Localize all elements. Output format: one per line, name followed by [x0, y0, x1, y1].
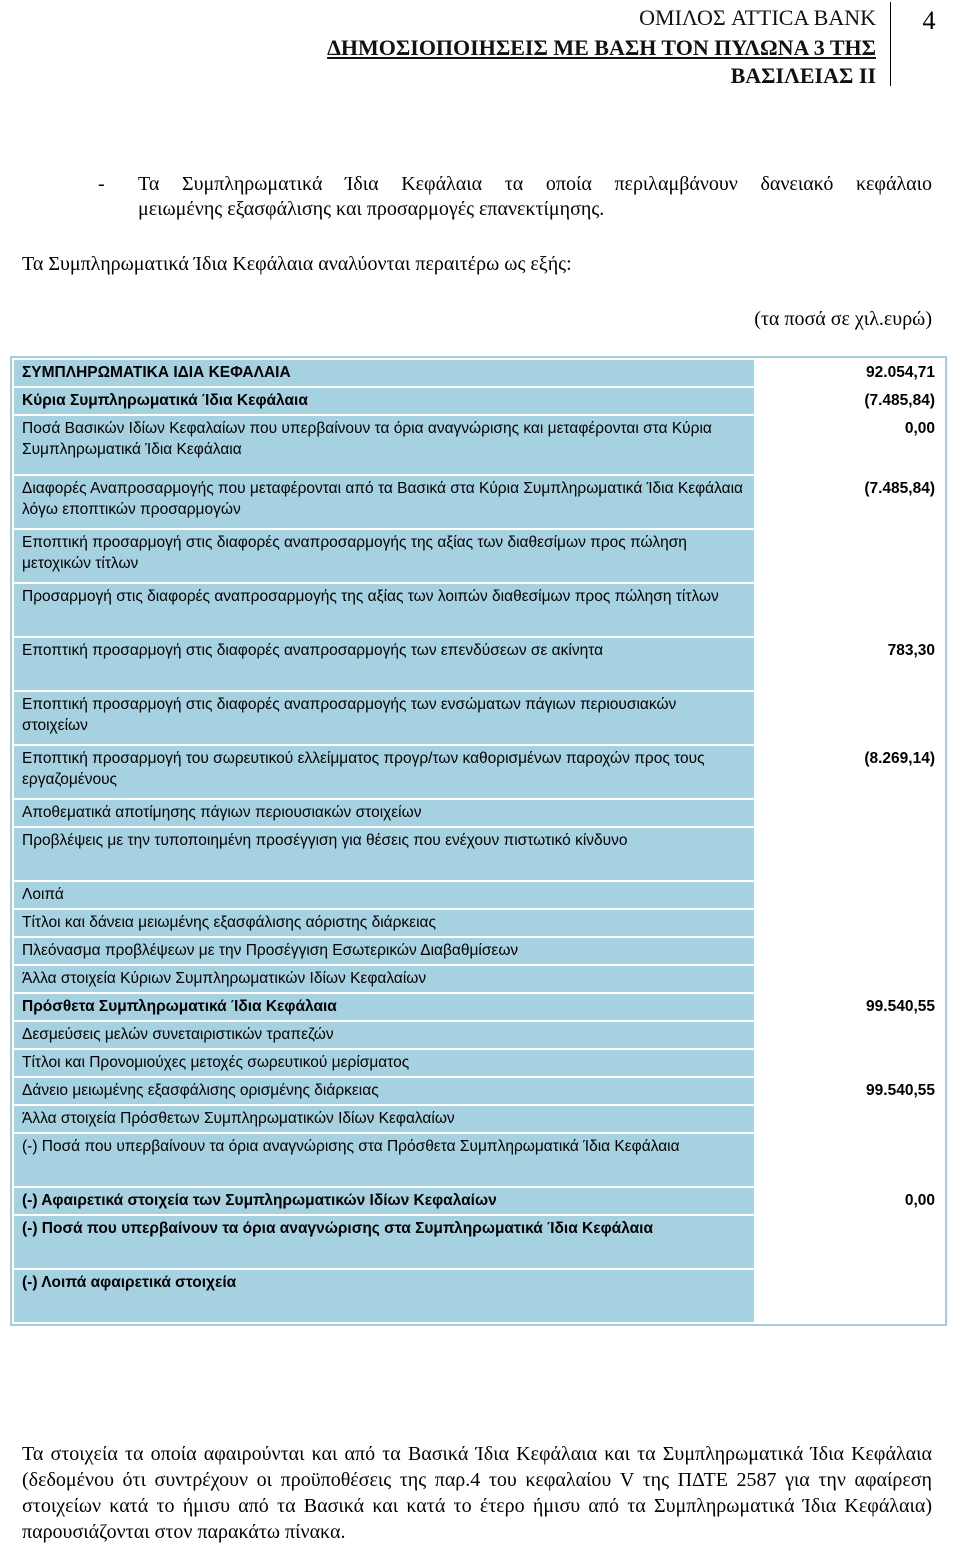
row-label: Εποπτική προσαρμογή του σωρευτικού ελλείμματος προγρ/των καθορισμένων παροχών προς τους εργαζομένους: [14, 746, 754, 798]
row-label: Λοιπά: [14, 882, 754, 908]
row-label: ΣΥΜΠΛΗΡΩΜΑΤΙΚΑ ΙΔΙΑ ΚΕΦΑΛΑΙΑ: [14, 360, 754, 386]
row-value: 0,00: [756, 1188, 943, 1214]
footer-paragraph: Τα στοιχεία τα οποία αφαιρούνται και από τα Βασικά Ίδια Κεφάλαια και τα Συμπληρωματικά Ίδια Κεφάλαια (δεδομένου ότι συντρέχουν οι προϋποθέσεις της παρ.4 του κεφαλαίου V της ΠΔΤΕ 2587 για την αφαίρεση στοιχείων κατά το ήμισυ από τα Βασικά και κατά το έτερο ήμισυ από τα Συμπληρωματικά Ίδια Κεφάλαια) παρουσιάζονται στον παρακάτω πίνακα.: [22, 1443, 932, 1543]
bullet-paragraph: [22, 172, 932, 222]
row-value: 92.054,71: [756, 360, 943, 386]
table-row: [14, 1134, 943, 1186]
row-label: Προβλέψεις με την τυποποιημένη προσέγγιση για θέσεις που ενέχουν πιστωτικό κίνδυνο: [14, 828, 754, 880]
row-label: Πλεόνασμα προβλέψεων με την Προσέγγιση Εσωτερικών Διαβαθμίσεων: [14, 938, 754, 964]
table-row: [14, 692, 943, 744]
row-value: [756, 584, 943, 636]
document-title-line1: ΔΗΜΟΣΙΟΠΟΙΗΣΕΙΣ ΜΕ ΒΑΣΗ ΤΟΝ ΠΥΛΩΝΑ 3 ΤΗΣ: [327, 35, 876, 60]
row-label: (-) Λοιπά αφαιρετικά στοιχεία: [14, 1270, 754, 1322]
table-row: [14, 746, 943, 798]
row-value: [756, 800, 943, 826]
page-header: [327, 2, 891, 88]
table-row: [14, 994, 943, 1020]
table-row: [14, 1022, 943, 1048]
row-label: Κύρια Συμπληρωματικά Ίδια Κεφάλαια: [14, 388, 754, 414]
row-value: (7.485,84): [756, 388, 943, 414]
row-label: Εποπτική προσαρμογή στις διαφορές αναπροσαρμογής των επενδύσεων σε ακίνητα: [14, 638, 754, 690]
company-name: ΟΜΙΛΟΣ ATTICA BANK: [639, 5, 876, 30]
supplementary-capital-table: [10, 356, 947, 1326]
row-value: [756, 1216, 943, 1268]
table-row: [14, 1078, 943, 1104]
row-value: [756, 1134, 943, 1186]
table-row: [14, 966, 943, 992]
row-value: (8.269,14): [756, 746, 943, 798]
table-row: [14, 530, 943, 582]
table-row: [14, 938, 943, 964]
table-row: [14, 360, 943, 386]
row-value: 99.540,55: [756, 994, 943, 1020]
row-label: Εποπτική προσαρμογή στις διαφορές αναπροσαρμογής των ενσώματων πάγιων περιουσιακών στοιχείων: [14, 692, 754, 744]
row-label: Δεσμεύσεις μελών συνεταιριστικών τραπεζών: [14, 1022, 754, 1048]
row-value: 0,00: [756, 416, 943, 474]
table-row: [14, 388, 943, 414]
row-value: 99.540,55: [756, 1078, 943, 1104]
row-value: [756, 910, 943, 936]
table-row: [14, 476, 943, 528]
table-row: [14, 828, 943, 880]
table-row: [14, 638, 943, 690]
row-value: 783,30: [756, 638, 943, 690]
bullet-text-line1: Τα Συμπληρωματικά Ίδια Κεφάλαια τα οποία περιλαμβάνουν δανειακό κεφάλαιο: [138, 173, 932, 195]
bullet-dash: -: [98, 173, 105, 195]
row-label: Αποθεματικά αποτίμησης πάγιων περιουσιακών στοιχείων: [14, 800, 754, 826]
row-value: [756, 966, 943, 992]
row-value: [756, 1050, 943, 1076]
table-row: [14, 1050, 943, 1076]
units-note: (τα ποσά σε χιλ.ευρώ): [754, 308, 932, 330]
row-value: [756, 1106, 943, 1132]
table-row: [14, 584, 943, 636]
row-label: (-) Αφαιρετικά στοιχεία των Συμπληρωματικών Ιδίων Κεφαλαίων: [14, 1188, 754, 1214]
table-row: [14, 1216, 943, 1268]
row-value: (7.485,84): [756, 476, 943, 528]
row-value: [756, 1022, 943, 1048]
row-value: [756, 828, 943, 880]
bullet-text-line2: μειωμένης εξασφάλισης και προσαρμογές επανεκτίμησης.: [138, 198, 605, 220]
row-label: Ποσά Βασικών Ιδίων Κεφαλαίων που υπερβαίνουν τα όρια αναγνώρισης και μεταφέρονται στα Κύρια Συμπληρωματικά Ίδια Κεφάλαια: [14, 416, 754, 474]
row-label: Πρόσθετα Συμπληρωματικά Ίδια Κεφάλαια: [14, 994, 754, 1020]
page-number: 4: [922, 6, 936, 35]
row-value: [756, 530, 943, 582]
row-label: Δάνειο μειωμένης εξασφάλισης ορισμένης διάρκειας: [14, 1078, 754, 1104]
table-body: [14, 360, 943, 1322]
table-row: [14, 416, 943, 474]
row-label: (-) Ποσά που υπερβαίνουν τα όρια αναγνώρισης στα Συμπληρωματικά Ίδια Κεφάλαια: [14, 1216, 754, 1268]
row-label: Εποπτική προσαρμογή στις διαφορές αναπροσαρμογής της αξίας των διαθεσίμων προς πώληση μετοχικών τίτλων: [14, 530, 754, 582]
row-label: Άλλα στοιχεία Κύριων Συμπληρωματικών Ιδίων Κεφαλαίων: [14, 966, 754, 992]
row-label: Προσαρμογή στις διαφορές αναπροσαρμογής της αξίας των λοιπών διαθεσίμων προς πώληση τίτλων: [14, 584, 754, 636]
table-row: [14, 882, 943, 908]
row-label: Τίτλοι και δάνεια μειωμένης εξασφάλισης αόριστης διάρκειας: [14, 910, 754, 936]
row-label: Τίτλοι και Προνομιούχες μετοχές σωρευτικού μερίσματος: [14, 1050, 754, 1076]
row-value: [756, 882, 943, 908]
table-row: [14, 800, 943, 826]
row-label: Διαφορές Αναπροσαρμογής που μεταφέρονται από τα Βασικά στα Κύρια Συμπληρωματικά Ίδια Κεφάλαια λόγω εποπτικών προσαρμογών: [14, 476, 754, 528]
document-title-line2: ΒΑΣΙΛΕΙΑΣ ΙΙ: [730, 63, 876, 88]
row-value: [756, 938, 943, 964]
table-row: [14, 910, 943, 936]
table-row: [14, 1106, 943, 1132]
table-row: [14, 1270, 943, 1322]
row-value: [756, 1270, 943, 1322]
row-label: Άλλα στοιχεία Πρόσθετων Συμπληρωματικών Ιδίων Κεφαλαίων: [14, 1106, 754, 1132]
intro-text: Τα Συμπληρωματικά Ίδια Κεφάλαια αναλύονται περαιτέρω ως εξής:: [22, 253, 572, 275]
row-value: [756, 692, 943, 744]
row-label: (-) Ποσά που υπερβαίνουν τα όρια αναγνώρισης στα Πρόσθετα Συμπληρωματικά Ίδια Κεφάλαια: [14, 1134, 754, 1186]
table-row: [14, 1188, 943, 1214]
